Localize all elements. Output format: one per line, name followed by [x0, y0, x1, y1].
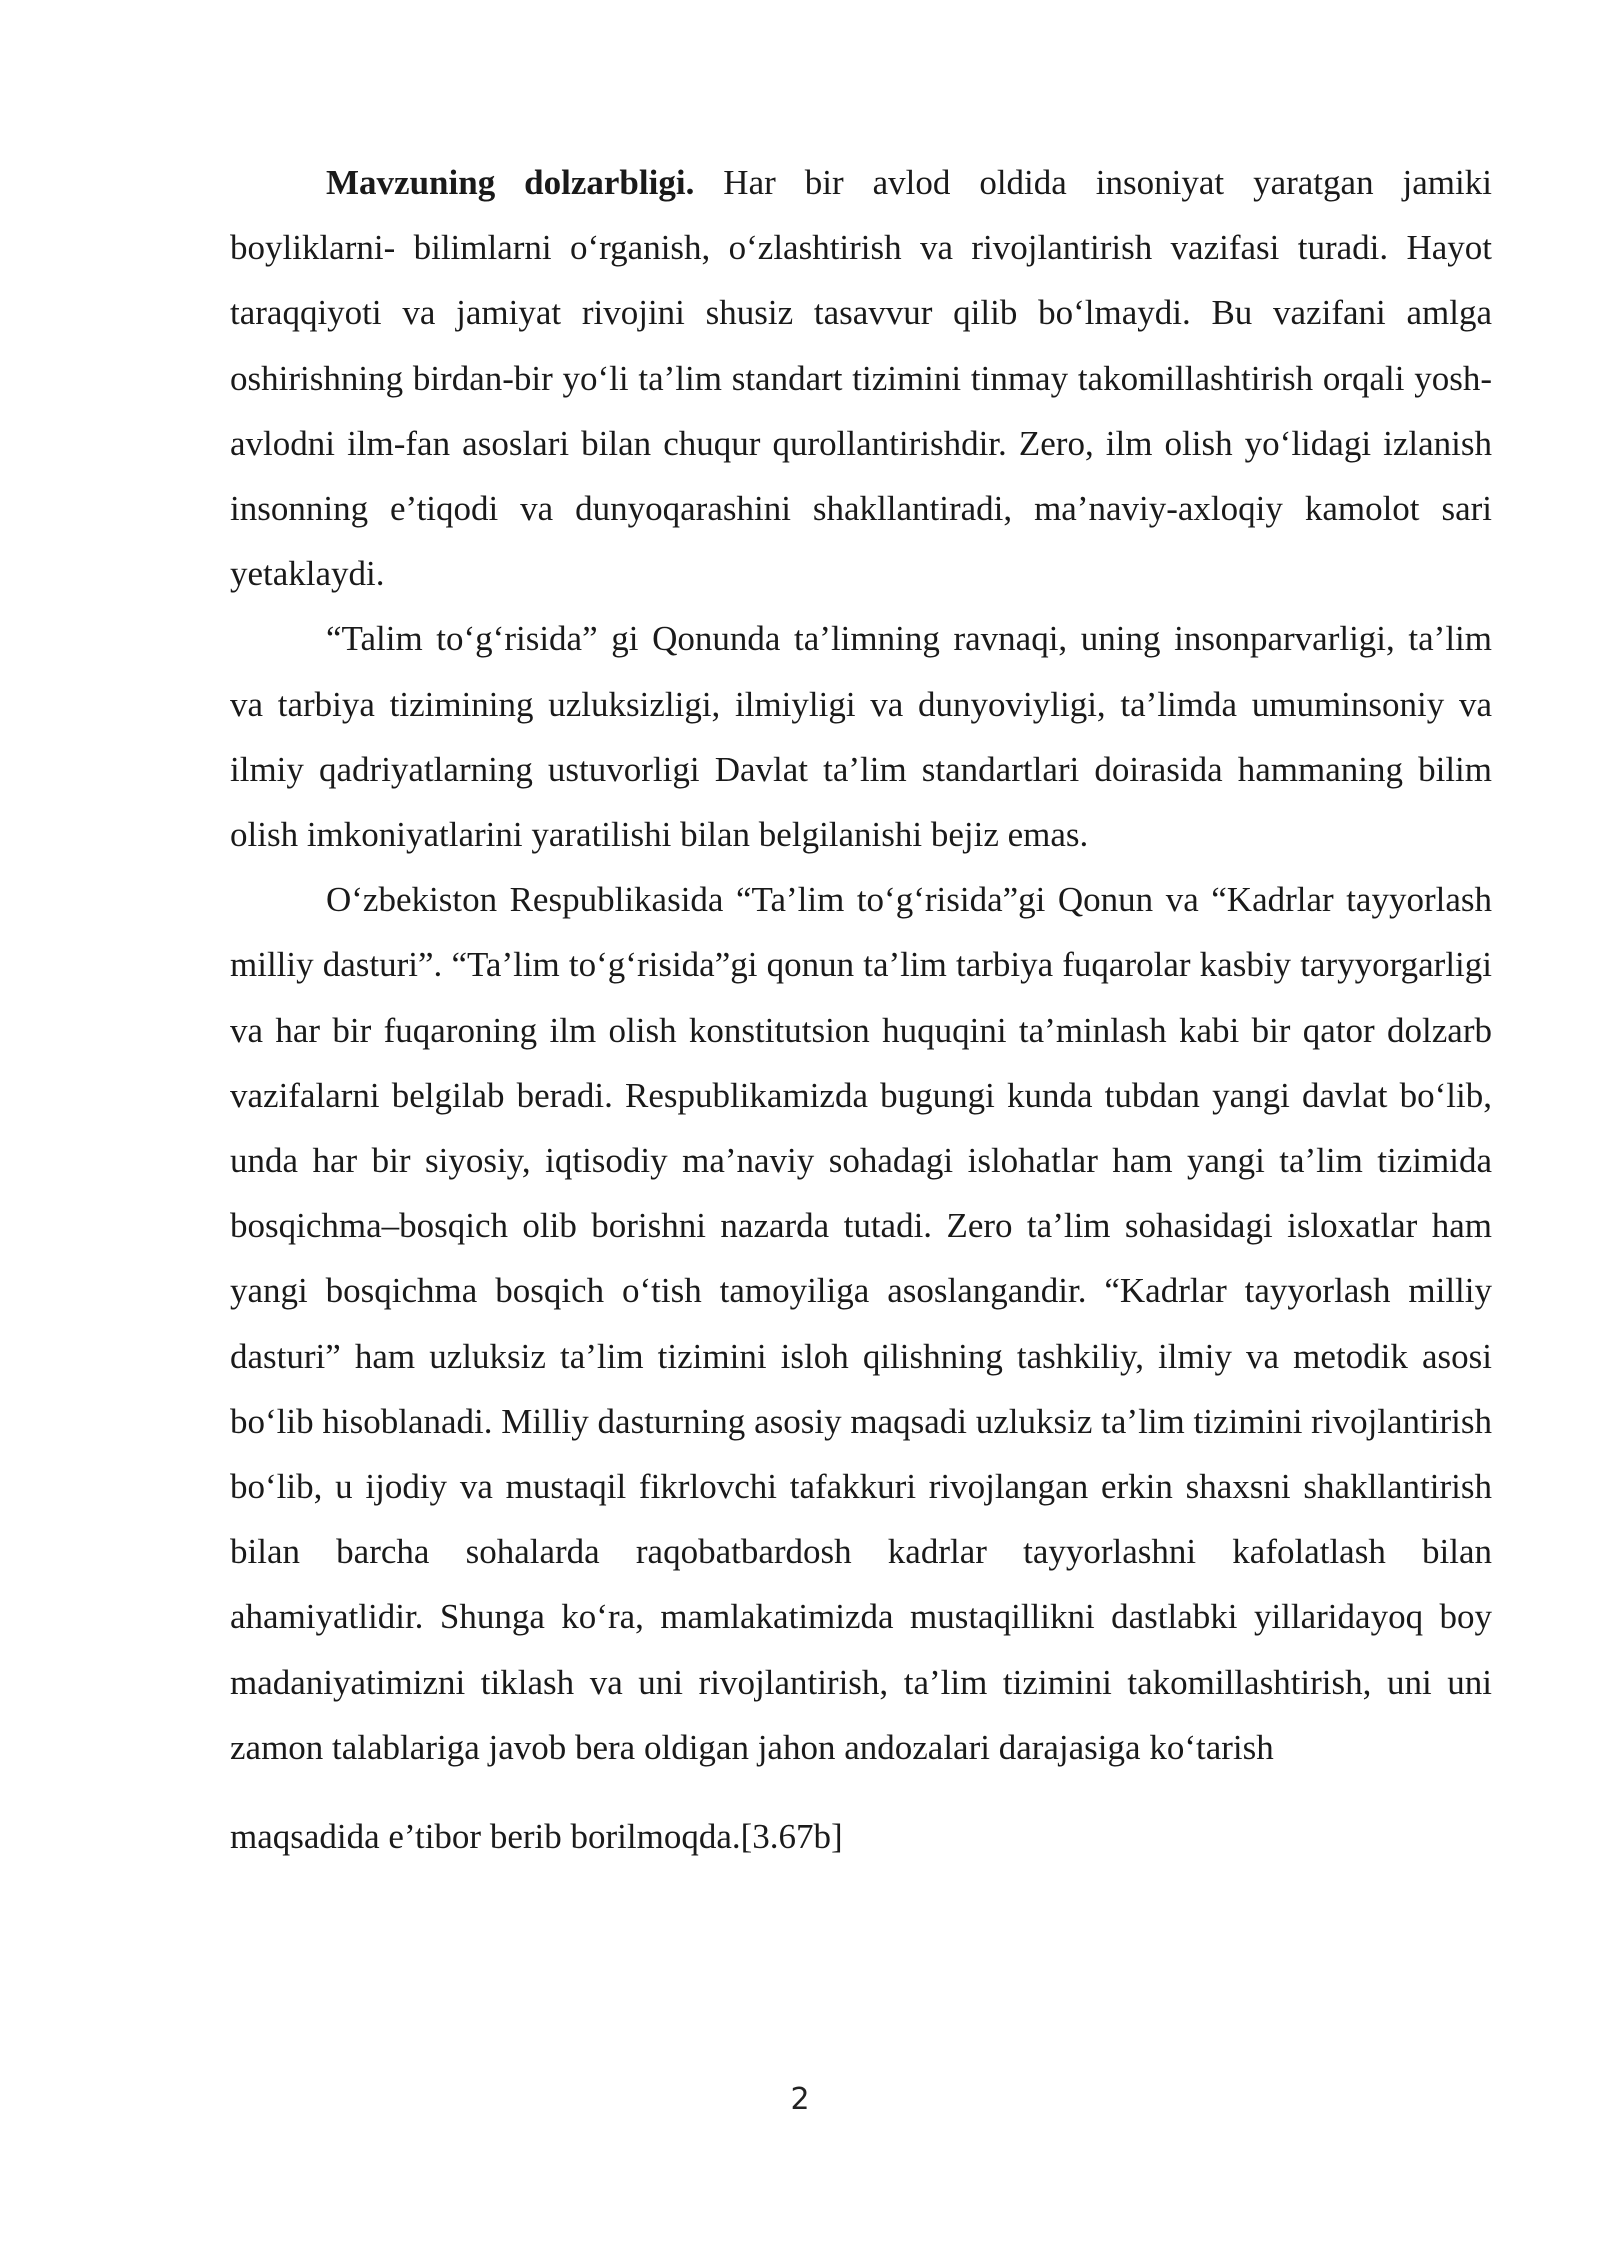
section-heading-inline: Mavzuning dolzarbligi. — [326, 163, 695, 202]
paragraph-text: “Talim to‘g‘risida” gi Qonunda ta’limning ravnaqi, uning insonparvarligi, ta’lim va tarbiya tizimining uzluksizligi, ilmiyligi va dunyoviyligi, ta’limda umuminsoniy va ilmiy qadriyatlarning ustuvorligi Davlat ta’lim standartlari doirasida hammaning bilim olish imkoniyatlarini yaratilishi bilan belgilanishi bejiz emas. — [230, 619, 1492, 855]
page-number: 2 — [790, 2082, 810, 2117]
paragraph-national-program — [230, 867, 1492, 1780]
paragraph-text: O‘zbekiston Respublikasida “Ta’lim to‘g‘risida”gi Qonun va “Kadrlar tayyorlash milliy dasturi”. “Ta’lim to‘g‘risida”gi qonun ta’lim tarbiya fuqarolar kasbiy taryyorgarligi va har bir fuqaroning ilm olish konstitutsion huquqini ta’minlash kabi bir qator dolzarb vazifalarni belgilab beradi. Respublikamizda bugungi kunda tubdan yangi davlat bo‘lib, unda har bir siyosiy, iqtisodiy ma’naviy sohadagi islohatlar ham yangi ta’lim tizimida bosqichma–bosqich olib borishni nazarda tutadi. Zero ta’lim sohasidagi isloxatlar ham yangi bosqichma bosqich o‘tish tamoyiliga asoslangandir. “Kadrlar tayyorlash milliy dasturi” ham uzluksiz ta’lim tizimini isloh qilishning tashkiliy, ilmiy va metodik asosi bo‘lib hisoblanadi. Milliy dasturning asosiy maqsadi uzluksiz ta’lim tizimini rivojlantirish bo‘lib, u ijodiy va mustaqil fikrlovchi tafakkuri rivojlangan erkin shaxsni shakllantirish bilan barcha sohalarda raqobatbardosh kadrlar tayyorlashni kafolatlash bilan ahamiyatlidir. Shunga ko‘ra, mamlakatimizda mustaqillikni dastlabki yillaridayoq boy madaniyatimizni tiklash va uni rivojlantirish, ta’lim tizimini takomillashtirish, uni uni zamon talablariga javob bera oldigan jahon andozalari darajasiga ko‘tarish — [230, 880, 1492, 1767]
paragraph-relevance — [230, 150, 1492, 606]
body-text — [230, 150, 1492, 1869]
paragraph-text: Har bir avlod oldida insoniyat yaratgan jamiki boyliklarni- bilimlarni o‘rganish, o‘zlashtirish va rivojlantirish vazifasi turadi. Hayot taraqqiyoti va jamiyat rivojini shusiz tasavvur qilib bo‘lmaydi. Bu vazifani amlga oshirishning birdan-bir yo‘li ta’lim standart tizimini tinmay takomillashtirish orqali yosh-avlodni ilm-fan asoslari bilan chuqur qurollantirishdir. Zero, ilm olish yo‘lidagi izlanish insonning e’tiqodi va dunyoqarashini shakllantiradi, ma’naviy-axloqiy kamolot sari yetaklaydi. — [230, 163, 1492, 594]
paragraph-text: maqsadida e’tibor berib borilmoqda.[3.67b] — [230, 1817, 843, 1857]
paragraph-law — [230, 606, 1492, 867]
paragraph-continuation — [230, 1780, 1492, 1869]
